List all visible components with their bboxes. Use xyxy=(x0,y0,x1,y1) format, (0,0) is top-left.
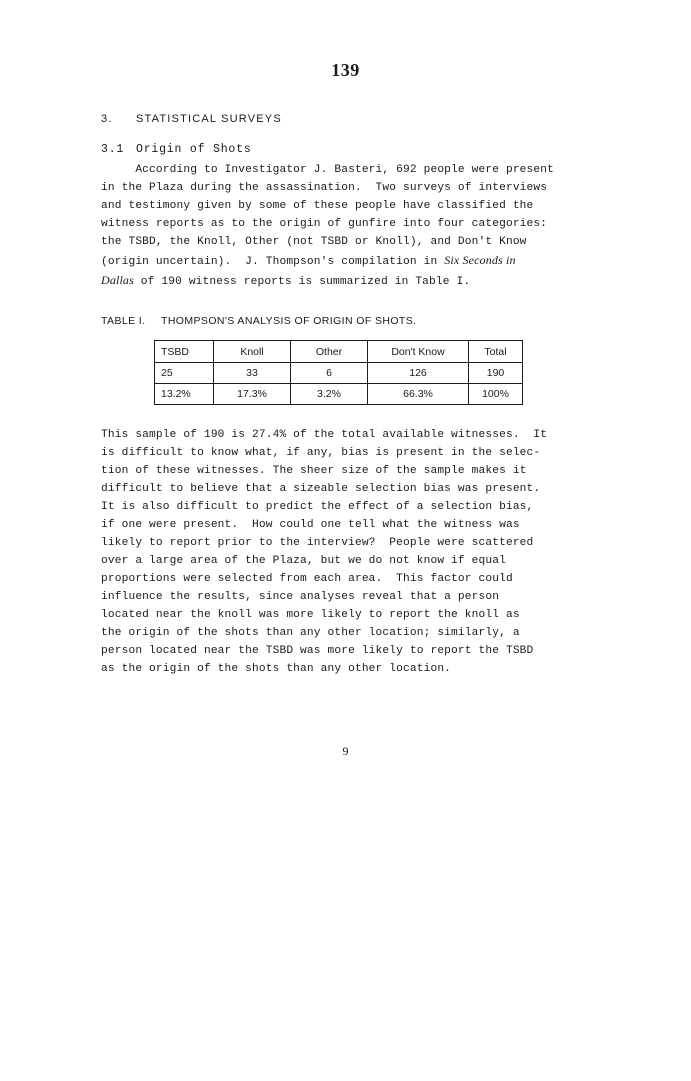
subsection-heading xyxy=(101,143,252,156)
paragraph-line: It is also difficult to predict the effect of a selection bias, xyxy=(101,501,534,513)
table-header-cell: TSBD xyxy=(155,341,214,363)
paragraph-line: the TSBD, the Knoll, Other (not TSBD or Knoll), and Don't Know xyxy=(101,236,527,248)
subsection-title: Origin of Shots xyxy=(136,143,252,156)
table-header-cell: Other xyxy=(291,341,368,363)
paragraph-line: located near the knoll was more likely to report the knoll as xyxy=(101,609,520,621)
paragraph-line: influence the results, since analyses reveal that a person xyxy=(101,591,500,603)
paragraph-line: likely to report prior to the interview? People were scattered xyxy=(101,537,534,549)
paragraph-line: difficult to believe that a sizeable selection bias was present. xyxy=(101,483,541,495)
paragraph-line: and testimony given by some of these people have classified the xyxy=(101,200,534,212)
table-header-cell: Total xyxy=(469,341,523,363)
table-cell: 33 xyxy=(214,363,291,384)
paragraph-line-text: (origin uncertain). J. Thompson's compilation in xyxy=(101,256,445,268)
paragraph-line-with-title xyxy=(101,271,581,291)
paragraph-line: person located near the TSBD was more likely to report the TSBD xyxy=(101,645,534,657)
paragraph-sample-bias xyxy=(101,426,581,678)
table-cell: 66.3% xyxy=(368,384,469,405)
section-number: 3. xyxy=(101,113,113,125)
table-row xyxy=(155,384,523,405)
table-cell: 6 xyxy=(291,363,368,384)
table-header-cell: Knoll xyxy=(214,341,291,363)
paragraph-line: as the origin of the shots than any other location. xyxy=(101,663,452,675)
paragraph-line: According to Investigator J. Basteri, 692 people were present xyxy=(101,164,554,176)
table-header-row xyxy=(155,341,523,363)
paragraph-line: the origin of the shots than any other location; similarly, a xyxy=(101,627,520,639)
paragraph-line: proportions were selected from each area. This factor could xyxy=(101,573,513,585)
table-cell: 25 xyxy=(155,363,214,384)
table-caption xyxy=(101,315,416,327)
origin-of-shots-table xyxy=(154,340,523,405)
book-title-part1: Six Seconds in xyxy=(444,253,516,267)
paragraph-line-text: of 190 witness reports is summarized in Table I. xyxy=(133,276,471,288)
table-caption-text: THOMPSON'S ANALYSIS OF ORIGIN OF SHOTS. xyxy=(161,315,417,327)
page-number-bottom: 9 xyxy=(342,744,349,758)
paragraph-line: is difficult to know what, if any, bias is present in the selec- xyxy=(101,447,541,459)
paragraph-line: over a large area of the Plaza, but we do not know if equal xyxy=(101,555,506,567)
paragraph-line: This sample of 190 is 27.4% of the total available witnesses. It xyxy=(101,429,548,441)
paragraph-line: if one were present. How could one tell what the witness was xyxy=(101,519,520,531)
table-header-cell: Don't Know xyxy=(368,341,469,363)
table-cell: 17.3% xyxy=(214,384,291,405)
table-cell: 100% xyxy=(469,384,523,405)
table-cell: 190 xyxy=(469,363,523,384)
paragraph-line: witness reports as to the origin of gunfire into four categories: xyxy=(101,218,548,230)
table-cell: 13.2% xyxy=(155,384,214,405)
table-cell: 3.2% xyxy=(291,384,368,405)
table-caption-label: TABLE I. xyxy=(101,315,146,327)
table-row xyxy=(155,363,523,384)
subsection-number: 3.1 xyxy=(101,143,125,156)
paragraph-origin-intro xyxy=(101,161,581,291)
paragraph-line: in the Plaza during the assassination. Two surveys of interviews xyxy=(101,182,548,194)
table-cell: 126 xyxy=(368,363,469,384)
page-number-top: 139 xyxy=(331,60,360,80)
section-title: STATISTICAL SURVEYS xyxy=(136,113,282,125)
section-heading xyxy=(101,113,282,125)
paragraph-line-with-title xyxy=(101,251,581,271)
paragraph-line: tion of these witnesses. The sheer size of the sample makes it xyxy=(101,465,527,477)
book-title-part2: Dallas xyxy=(101,273,134,287)
